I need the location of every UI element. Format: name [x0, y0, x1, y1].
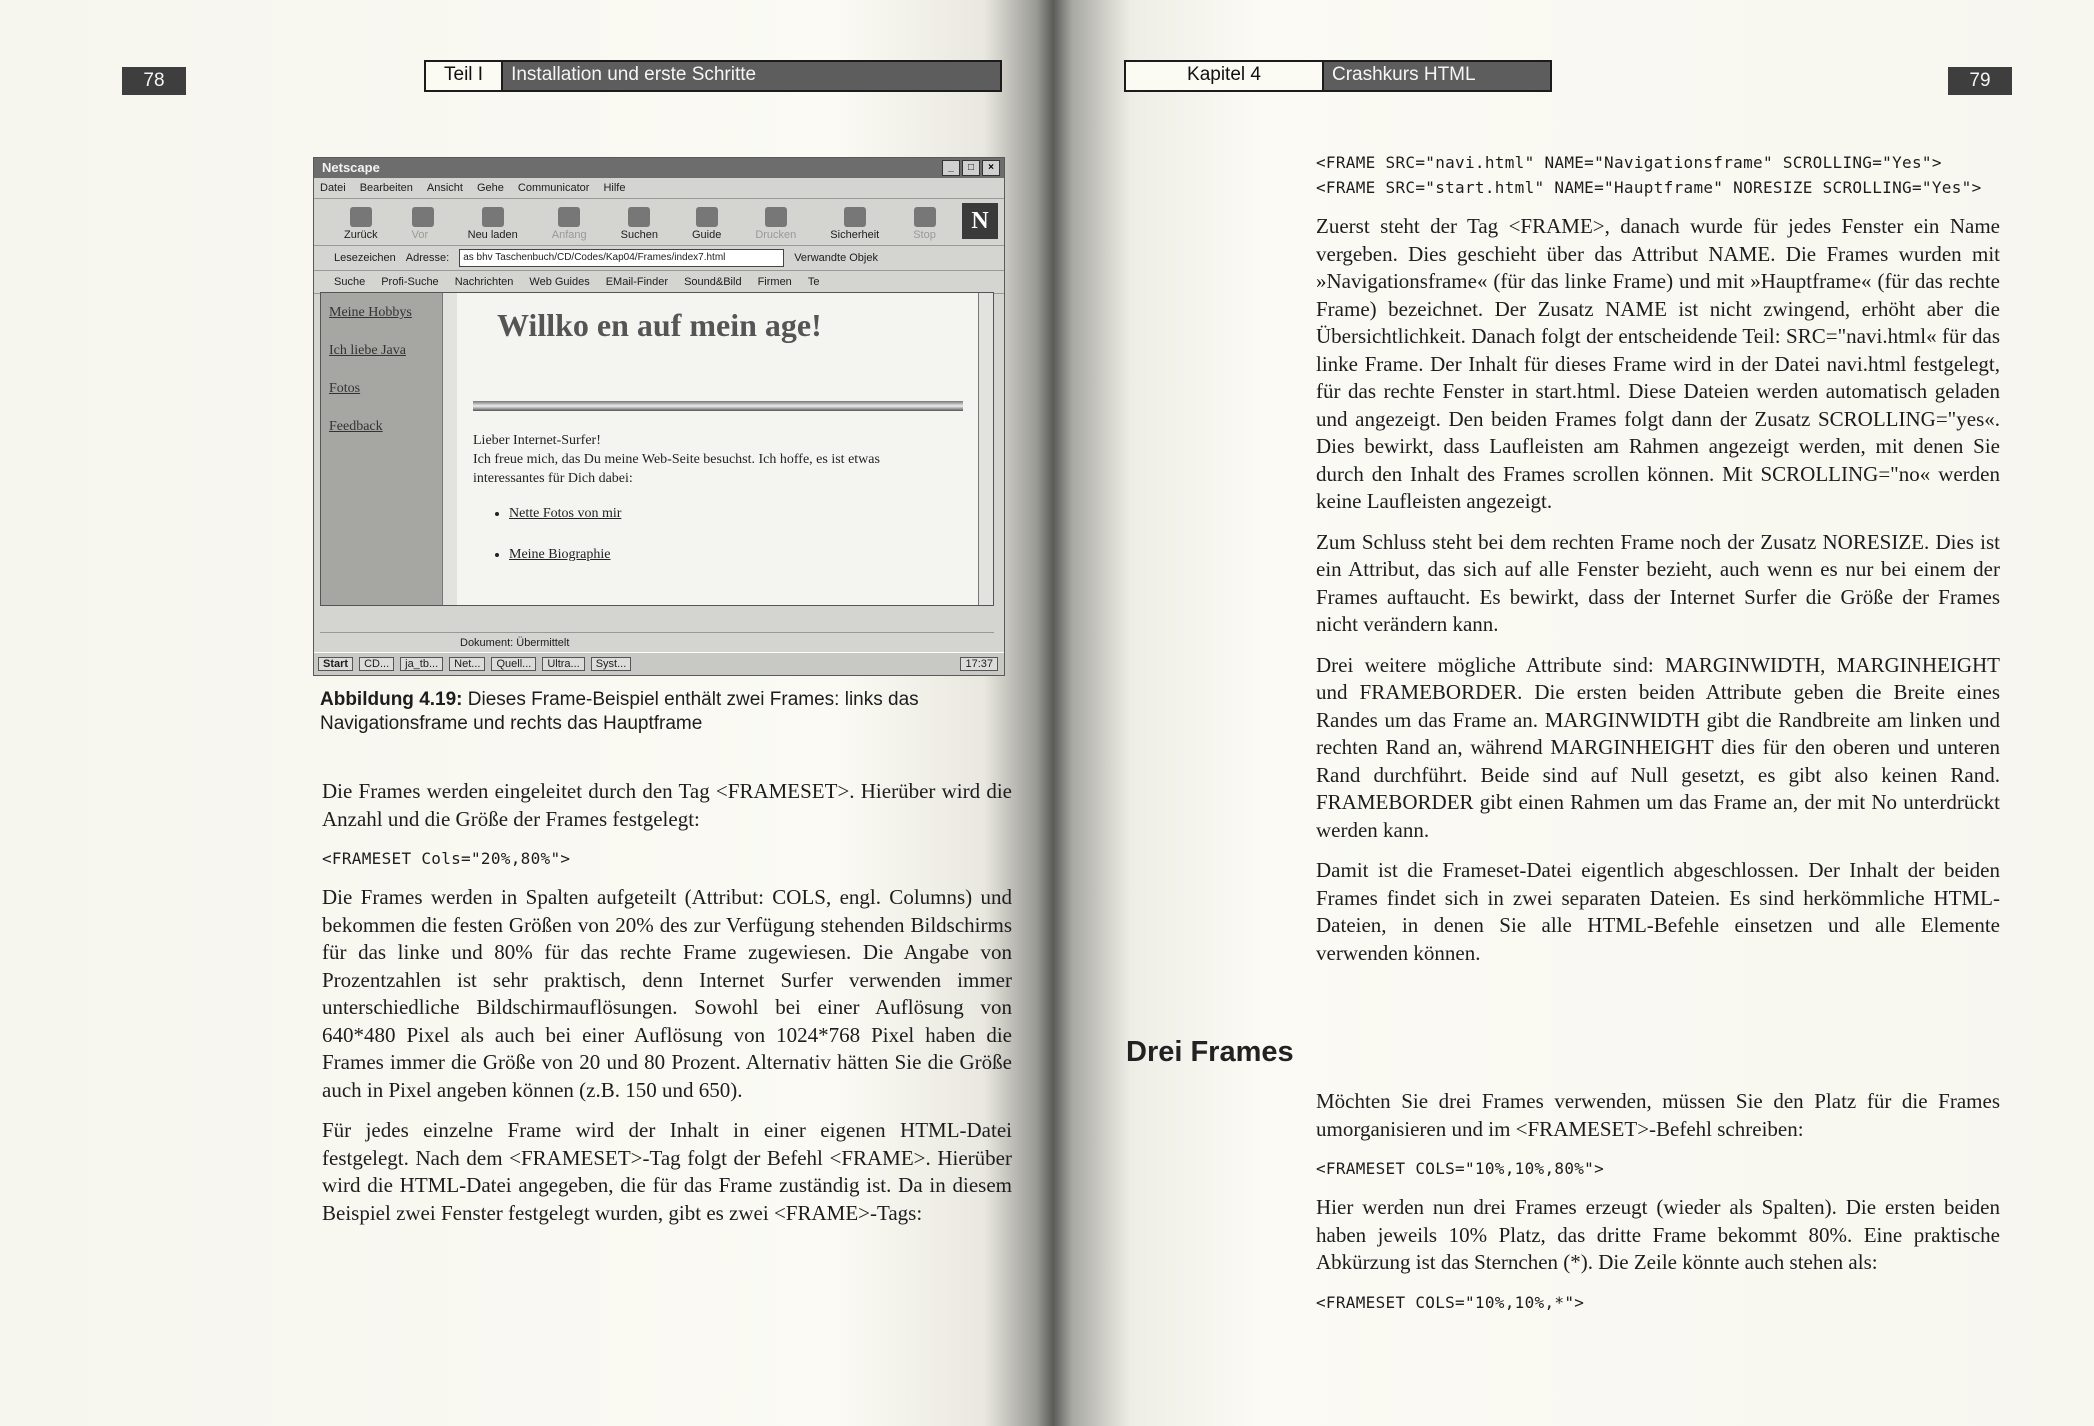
page-number: 79	[1948, 67, 2012, 95]
search-icon	[628, 207, 650, 227]
personal-item: EMail-Finder	[605, 276, 669, 288]
body-line: Lieber Internet-Surfer!	[473, 433, 601, 448]
toolbar-back	[344, 207, 378, 245]
figure-caption	[320, 688, 1010, 736]
code-line: <FRAMESET Cols="20%,80%">	[322, 849, 571, 868]
main-frame-body	[473, 431, 880, 586]
toolbar-reload	[468, 207, 518, 245]
paragraph: Zum Schluss steht bei dem rechten Frame noch der Zusatz NORESIZE. Dies ist ein Attribut, das sich auf alle Fenster bezieht, auch wenn es nur bei einem der Frames auftaucht. Es bewirkt, dass der Internet Surfer die Größe der Frames nicht verändern kann.	[1316, 529, 2000, 636]
start-button: Start	[318, 657, 353, 671]
paragraph: Zuerst steht der Tag <FRAME>, danach wurde für jedes Fenster ein Name vergeben. Dies geschieht über das Attribut NAME. Die Frames wurden mit »Navigationsframe« (für das linke Frame) und mit »Hauptframe« (für das rechte Frame) bezeichnet. Der Zusatz NAME ist nicht zwingend, erhöht aber die Übersichtlichkeit. Danach folgt der entscheidende Teil: SRC="navi.html« für das linke Frame. Der Inhalt für dieses Frame wird in der Datei navi.html festgelegt, für das rechte Fenster in start.html. Diese Dateien werden automatisch geladen und angezeigt. Den beiden Frames folgt dann der Zusatz SCROLLING="yes«. Dies bewirkt, dass Laufleisten am Rahmen angezeigt werden, mit denen Sie durch den Inhalt des Frames scrollen können. Mit SCROLLING="no« werden keine Laufleisten angezeigt.	[1316, 214, 2000, 513]
reload-icon	[482, 207, 504, 227]
toolbar-guide	[692, 207, 721, 245]
toolbar-label: Guide	[691, 229, 722, 241]
clock: 17:37	[960, 657, 998, 671]
toolbar-home	[552, 207, 587, 245]
related-label: Verwandte Objek	[794, 252, 878, 264]
status-bar: Dokument: Übermittelt	[320, 632, 994, 653]
personal-item: Sound&Bild	[684, 276, 742, 288]
header-part: Teil I	[426, 62, 503, 90]
header-title: Installation und erste Schritte	[503, 62, 1000, 90]
maximize-icon: □	[962, 160, 980, 176]
paragraph: Die Frames werden in Spalten aufgeteilt (Attribut: COLS, engl. Columns) und bekommen die festen Größen von 20% des zur Verfügung stehenden Bildschirms für das linke und 80% für das rechte Frame zugewiesen. Die Angabe von Prozentzahlen ist sehr praktisch, denn Internet Surfer verwenden immer unterschiedliche Bildschirmauflösungen. Sowohl bei einer Auflösung von 640*480 Pixel als auch bei einer Auflösung von 1024*768 Pixel haben die Frames immer die Größe von 20 und 80 Prozent. Alternativ hätten Sie die Größe auch in Pixel angeben können (z.B. 150 und 650).	[322, 885, 1012, 1102]
paragraph: Damit ist die Frameset-Datei eigentlich abgeschlossen. Der Inhalt der beiden Frames findet sich in zwei separaten Dateien. Es sind herkömmliche HTML-Dateien, in denen Sie alle HTML-Befehle einsetzen und alle Elemente verwenden können.	[1316, 858, 2000, 965]
right-body-text	[1316, 150, 2000, 980]
bookmarks-label: Lesezeichen	[334, 252, 396, 264]
main-scrollbar	[978, 293, 993, 605]
paragraph: Für jedes einzelne Frame wird der Inhalt in einer eigenen HTML-Datei festgelegt. Nach dem <FRAMESET>-Tag folgt der Befehl <FRAME>. Hierüber wird die HTML-Datei angegeben, die für das Frame zuständig ist. Da in diesem Beispiel zwei Fenster festgelegt wurden, gibt es zwei <FRAME>-Tags:	[322, 1118, 1012, 1225]
location-bar	[314, 246, 1004, 271]
header-title: Crashkurs HTML	[1324, 62, 1550, 90]
toolbar-label: Zurück	[344, 229, 378, 241]
list-item: • Meine Biographie	[509, 545, 880, 564]
lock-icon	[844, 207, 866, 227]
stop-icon	[914, 207, 936, 227]
taskbar-item: Ultra...	[542, 657, 584, 671]
right-body-text-2	[1316, 1088, 2000, 1328]
netscape-logo: N	[962, 203, 998, 239]
menu-item: Datei	[320, 182, 346, 194]
caption-label: Abbildung 4.19:	[320, 689, 463, 710]
back-icon	[350, 207, 372, 227]
home-icon	[558, 207, 580, 227]
running-header	[424, 60, 1002, 92]
body-line: interessantes für Dich dabei:	[473, 471, 633, 486]
personal-item: Web Guides	[529, 276, 590, 288]
frameset-view	[320, 292, 994, 606]
nav-link: Feedback	[329, 419, 383, 434]
menu-item: Bearbeiten	[359, 182, 413, 194]
paragraph: Drei weitere mögliche Attribute sind: MARGINWIDTH, MARGINHEIGHT und FRAMEBORDER. Die ersten beiden Attribute geben die Breite eines Randes um das Frame an. MARGINWIDTH gibt die Randbreite am linken und rechten Rand an, während MARGINHEIGHT dies für den oberen und unteren Rand durchführt. Beide sind auf Null gesetzt, es gibt also keinen Rand. FRAMEBORDER gibt einen Rahmen um das Frame an, der mit No unterdrückt werden kann.	[1316, 652, 2000, 842]
menu-item: Communicator	[517, 182, 590, 194]
window-titlebar	[314, 158, 1004, 178]
section-heading: Drei Frames	[1126, 1036, 1294, 1068]
code-line: <FRAMESET COLS="10%,10%,*">	[1316, 1292, 1585, 1312]
toolbar-security	[830, 207, 879, 245]
toolbar-label: Anfang	[551, 229, 587, 241]
toolbar-print	[755, 207, 796, 245]
taskbar-item: Syst...	[591, 657, 632, 671]
toolbar-stop	[913, 207, 936, 245]
taskbar-item: CD...	[359, 657, 394, 671]
nav-link: Meine Hobbys	[329, 305, 412, 320]
browser-screenshot	[313, 157, 1005, 676]
nav-link: Ich liebe Java	[329, 343, 406, 358]
personal-item: Te	[807, 276, 820, 288]
header-part: Kapitel 4	[1126, 62, 1324, 90]
horizontal-rule	[473, 401, 963, 411]
personal-item: Profi-Suche	[381, 276, 439, 288]
link-list	[491, 504, 880, 564]
minimize-icon: _	[942, 160, 960, 176]
address-label: Adresse:	[405, 252, 450, 264]
window-title: Netscape	[322, 160, 380, 175]
toolbar-label: Drucken	[755, 229, 797, 241]
print-icon	[765, 207, 787, 227]
page-number: 78	[122, 67, 186, 95]
close-icon: ×	[982, 160, 1000, 176]
taskbar	[314, 652, 1004, 675]
personal-item: Nachrichten	[454, 276, 514, 288]
right-page	[1070, 0, 2094, 1426]
taskbar-item: ja_tb...	[400, 657, 443, 671]
paragraph: Hier werden nun drei Frames erzeugt (wieder als Spalten). Die ersten beiden haben jeweils 10% Platz, das dritte Frame bekommt 80%. Eine praktische Abkürzung ist das Sternchen (*). Die Zeile könnte auch stehen als:	[1316, 1195, 2000, 1274]
toolbar-search	[621, 207, 658, 245]
menu-bar	[314, 178, 1004, 199]
toolbar-label: Suchen	[620, 229, 658, 241]
paragraph: Möchten Sie drei Frames verwenden, müssen Sie den Platz für die Frames umorganisieren und im <FRAMESET>-Befehl schreiben:	[1316, 1089, 2000, 1141]
navigation-frame	[321, 293, 457, 605]
toolbar-forward	[412, 207, 434, 245]
caption-text: Dieses Frame-Beispiel enthält zwei Frames: links das Navigationsframe und rechts das Hauptframe	[320, 689, 919, 734]
menu-item: Hilfe	[603, 182, 626, 194]
main-frame	[457, 293, 993, 605]
personal-item: Firmen	[757, 276, 792, 288]
nav-scrollbar	[442, 293, 457, 605]
welcome-heading: Willko en auf mein age!	[497, 307, 822, 343]
nav-link: Fotos	[329, 381, 361, 396]
left-body-text	[322, 778, 1012, 1240]
toolbar-label: Sicherheit	[830, 229, 880, 241]
body-line: Ich freue mich, das Du meine Web-Seite besuchst. Ich hoffe, es ist etwas	[473, 452, 880, 467]
paragraph: Die Frames werden eingeleitet durch den Tag <FRAMESET>. Hierüber wird die Anzahl und die Größe der Frames festgelegt:	[322, 779, 1012, 831]
code-line: <FRAME SRC="navi.html" NAME="Navigationsframe" SCROLLING="Yes">	[1316, 153, 1942, 172]
taskbar-item: Quell...	[491, 657, 536, 671]
code-line: <FRAME SRC="start.html" NAME="Hauptframe" NORESIZE SCROLLING="Yes">	[1316, 178, 1982, 197]
toolbar	[314, 199, 1004, 246]
list-item: • Nette Fotos von mir	[509, 504, 880, 523]
window-controls	[942, 160, 1000, 176]
personal-toolbar	[314, 271, 1004, 294]
running-header	[1124, 60, 1552, 92]
forward-icon	[412, 207, 434, 227]
toolbar-label: Vor	[411, 229, 429, 241]
toolbar-label: Stop	[913, 229, 936, 241]
address-field: as bhv Taschenbuch/CD/Codes/Kap04/Frames/index7.html	[459, 249, 784, 267]
toolbar-label: Neu laden	[467, 229, 518, 241]
taskbar-item: Net...	[449, 657, 485, 671]
code-line: <FRAMESET COLS="10%,10%,80%">	[1316, 1159, 1605, 1178]
guide-icon	[696, 207, 718, 227]
menu-item: Gehe	[476, 182, 504, 194]
personal-item: Suche	[334, 276, 366, 288]
left-page	[0, 0, 1040, 1426]
menu-item: Ansicht	[426, 182, 463, 194]
